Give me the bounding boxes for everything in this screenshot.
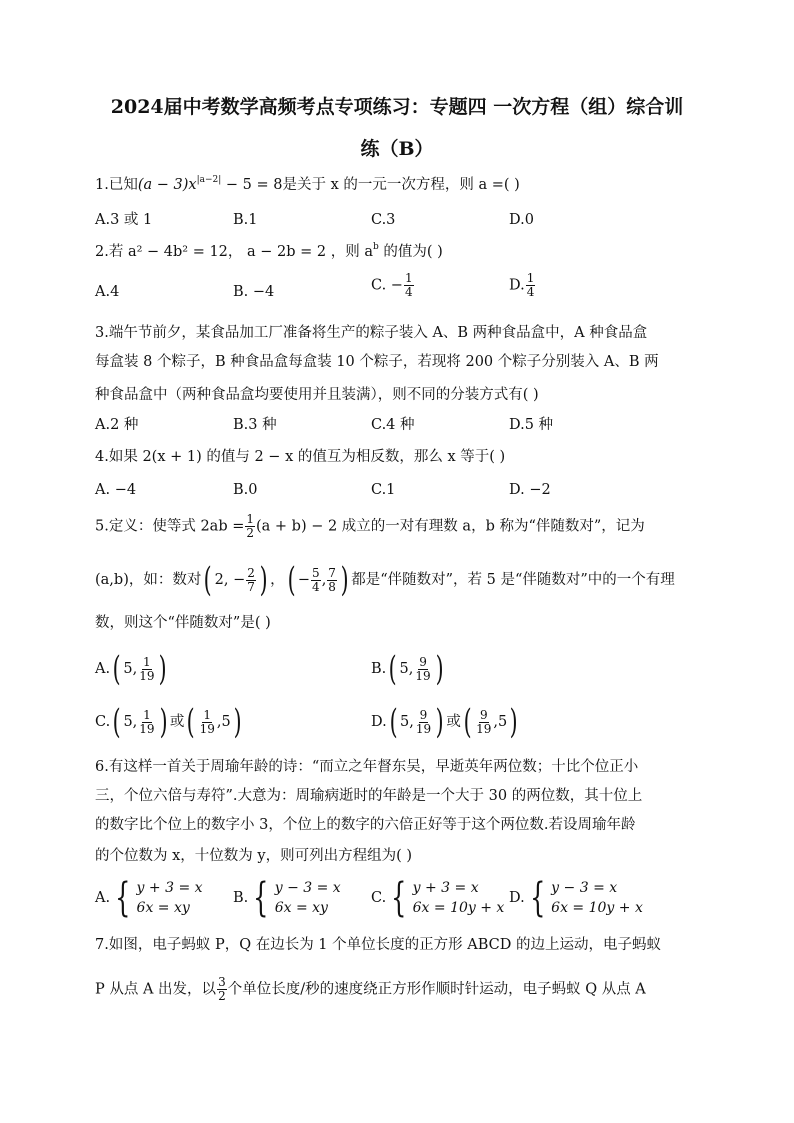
question-6-line1: 6.有这样一首关于周瑜年龄的诗：“而立之年督东吴，早逝英年两位数；十比个位正小	[95, 759, 639, 775]
question-4-stem: 4.如果 2(x + 1) 的值与 2 − x 的值互为相反数，那么 x 等于( )	[95, 449, 506, 465]
question-7-line1: 7.如图，电子蚂蚁 P，Q 在边长为 1 个单位长度的正方形 ABCD 的边上运动，电子蚂蚁	[95, 937, 661, 953]
q3-option-d[interactable]: D.5 种	[509, 417, 554, 433]
q2-option-a[interactable]: A.4	[95, 284, 120, 300]
q1-pre: 1.已知	[95, 177, 138, 193]
q6-option-a[interactable]: A. { y + 3 = x 6x = xy	[95, 875, 203, 921]
q5-l1-pre: 5.定义：使等式 2ab =	[95, 518, 245, 535]
q1-option-c[interactable]: C.3	[371, 212, 396, 228]
q5-half-fraction: $\frac{1}{2}$	[246, 512, 254, 540]
q5-option-a[interactable]: A. ( 5, $\frac{1}{19}$ )	[95, 649, 168, 689]
question-5-line3: 数，则这个“伴随数对”是( )	[95, 615, 271, 631]
q2-option-d[interactable]	[509, 272, 536, 299]
q2-c-prefix: C. −	[371, 277, 403, 294]
q1-expr: (a − 3)x	[137, 177, 197, 193]
q2-c-fraction: $\frac{1}{4}$	[404, 271, 413, 299]
question-2-stem	[95, 242, 443, 262]
question-1-stem	[95, 175, 520, 195]
q1-option-a[interactable]: A.3 或 1	[95, 212, 153, 228]
q4-option-a[interactable]: A. −4	[95, 482, 137, 498]
q6-option-b[interactable]: B. { y − 3 = x 6x = xy	[233, 875, 341, 921]
q4-option-b[interactable]: B.0	[233, 482, 258, 498]
q2-exponent: b	[373, 242, 379, 252]
question-7-line2	[95, 976, 646, 1003]
q5-pair-2: ( − $\frac{5}{4}$ , $\frac{7}{8}$ )	[287, 560, 349, 600]
q5-option-b[interactable]: B. ( 5, $\frac{9}{19}$ )	[371, 649, 444, 689]
q1-option-d[interactable]: D.0	[509, 212, 534, 228]
q5-l2-post: 都是“伴随数对”，若 5 是“伴随数对”中的一个有理	[351, 572, 675, 588]
question-6-line2: 三，个位六倍与寿符”.大意为：周瑜病逝时的年龄是一个大于 30 的两位数，其十位上	[95, 788, 643, 804]
q7-l2-post: 个单位长度/秒的速度绕正方形作顺时针运动，电子蚂蚁 Q 从点 A	[227, 981, 646, 998]
question-3-line1: 3.端午节前夕，某食品加工厂准备将生产的粽子装入 A、B 两种食品盒中，A 种食品盒	[95, 325, 648, 341]
question-3-line3: 种食品盒中（两种食品盒均要使用并且装满），则不同的分装方式有( )	[95, 387, 539, 403]
q4-option-c[interactable]: C.1	[371, 482, 396, 498]
q3-option-a[interactable]: A.2 种	[95, 417, 139, 433]
question-5-line2: (a,b)，如：数对 ( 2, − $\frac{2}{7}$ ) ， ( − $\frac{5}{4}$ , $\frac{7}{8}$ ) 都是“伴随数对”，若 5 是“伴随数对”中的一个有理	[95, 560, 675, 600]
q2-post: 的值为( )	[378, 244, 443, 260]
document-title-line2: 练（B）	[360, 138, 434, 160]
q5-l2-pre: (a,b)，如：数对	[95, 572, 202, 588]
q2-option-c[interactable]	[371, 272, 415, 299]
q3-option-c[interactable]: C.4 种	[371, 417, 415, 433]
q1-post: − 5 = 8是关于 x 的一元一次方程，则 a =( )	[221, 177, 520, 193]
question-6-line4: 的个位数为 x，十位数为 y，则可列出方程组为( )	[95, 848, 413, 864]
q5-l1-post: (a + b) − 2 成立的一对有理数 a，b 称为“伴随数对”，记为	[256, 518, 645, 535]
q2-text: 2.若 a² − 4b² = 12， a − 2b = 2 ，则 a	[95, 244, 373, 260]
q5-option-c[interactable]: C. ( 5, $\frac{1}{19}$ ) 或 ( $\frac{1}{19}$ ,5 )	[95, 702, 242, 742]
question-6-line3: 的数字比个位上的数字小 3，个位上的数字的六倍正好等于这个两位数.若设周瑜年龄	[95, 817, 636, 833]
q2-option-b[interactable]: B. −4	[233, 284, 275, 300]
q4-option-d[interactable]: D. −2	[509, 482, 551, 498]
document-title-line1: 2024届中考数学高频考点专项练习：专题四 一次方程（组）综合训	[110, 96, 684, 118]
question-5-line1	[95, 513, 645, 540]
q1-exponent: |a−2|	[196, 175, 222, 185]
q5-pair-1: ( 2, − $\frac{2}{7}$ )	[204, 560, 268, 600]
q6-option-c[interactable]: C. { y + 3 = x 6x = 10y + x	[371, 875, 505, 921]
q1-option-b[interactable]: B.1	[233, 212, 258, 228]
q6-option-d[interactable]: D. { y − 3 = x 6x = 10y + x	[509, 875, 643, 921]
q7-l2-pre: P 从点 A 出发，以	[95, 981, 217, 998]
q7-speed-fraction: $\frac{3}{2}$	[218, 975, 226, 1003]
q2-d-fraction: $\frac{1}{4}$	[526, 271, 535, 299]
q3-option-b[interactable]: B.3 种	[233, 417, 277, 433]
question-3-line2: 每盒装 8 个粽子，B 种食品盒每盒装 10 个粽子，若现将 200 个粽子分别装入 A、B 两	[95, 354, 659, 370]
q2-d-prefix: D.	[509, 277, 525, 294]
q5-option-d[interactable]: D. ( 5, $\frac{9}{19}$ ) 或 ( $\frac{9}{19}$ ,5 )	[371, 702, 518, 742]
